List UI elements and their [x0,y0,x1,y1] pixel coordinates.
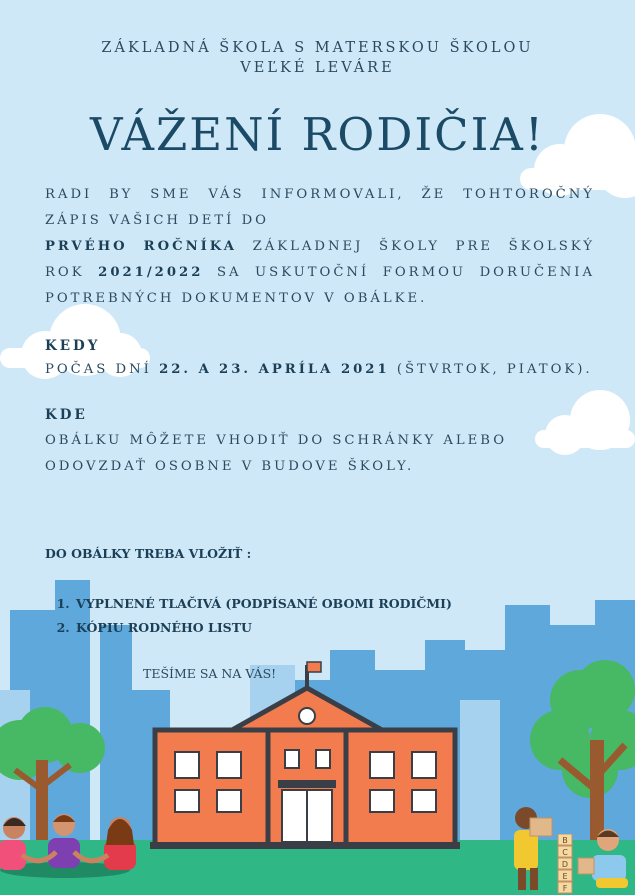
list-item: 1. VYPLNENÉ TLAČIVÁ (PODPÍSANÉ OBOMI RODIČMI) [74,592,452,616]
list-item: 2. KÓPIU RODNÉHO LISTU [74,616,452,640]
toy-blocks [556,834,576,894]
intro-text-1: RADI BY SME VÁS INFORMOVALI, ŽE TOHTOROČNÝ ZÁPIS VAŠICH DETÍ DO [45,187,595,228]
school-name-line1: ZÁKLADNÁ ŠKOLA S MATERSKOU ŠKOLOU [101,40,534,56]
school-name [0,38,635,78]
kde-heading: KDE [45,407,88,423]
kedy-date2: 23. APRÍLA 2021 [219,362,390,377]
school-name-line2: VEĽKÉ LEVÁRE [240,60,395,76]
toy-block-letter: E [562,872,568,881]
children-playing-illustration [0,814,136,878]
toy-block-letter: D [561,860,569,869]
kde-text: OBÁLKU MÔŽETE VHODIŤ DO SCHRÁNKY ALEBO ODOVZDAŤ OSOBNE V BUDOVE ŠKOLY. [45,433,508,474]
kedy-heading: KEDY [45,338,101,354]
toy-block-letter: F [562,884,568,893]
toy-block-letter: B [562,836,568,845]
intro-text-2: ZÁKLADNEJ ŠKOLY PRE ŠKOLSKÝ ROK [45,239,595,280]
closing-text: TEŠÍME SA NA VÁS! [143,666,277,681]
kedy-date1: 22. A [159,362,212,377]
intro-bold-year: 2021/2022 [98,265,204,280]
intro-bold-grade: PRVÉHO ROČNÍKA [45,239,237,254]
intro-text-3: SA USKUTOČNÍ FORMOU DORUČENIA POTREBNÝCH DOKUMENTOV V OBÁLKE. [45,265,595,306]
kedy-suffix: (ŠTVRTOK, PIATOK). [396,362,593,377]
envelope-heading: DO OBÁLKY TREBA VLOŽIŤ : [45,546,252,561]
toy-block-letter: C [562,848,568,857]
page-title: VÁŽENÍ RODIČIA! [90,108,545,161]
kedy-text [45,357,595,383]
kedy-prefix: POČAS DNÍ [45,362,152,377]
envelope-items-list [58,592,452,640]
intro-paragraph [45,182,595,312]
